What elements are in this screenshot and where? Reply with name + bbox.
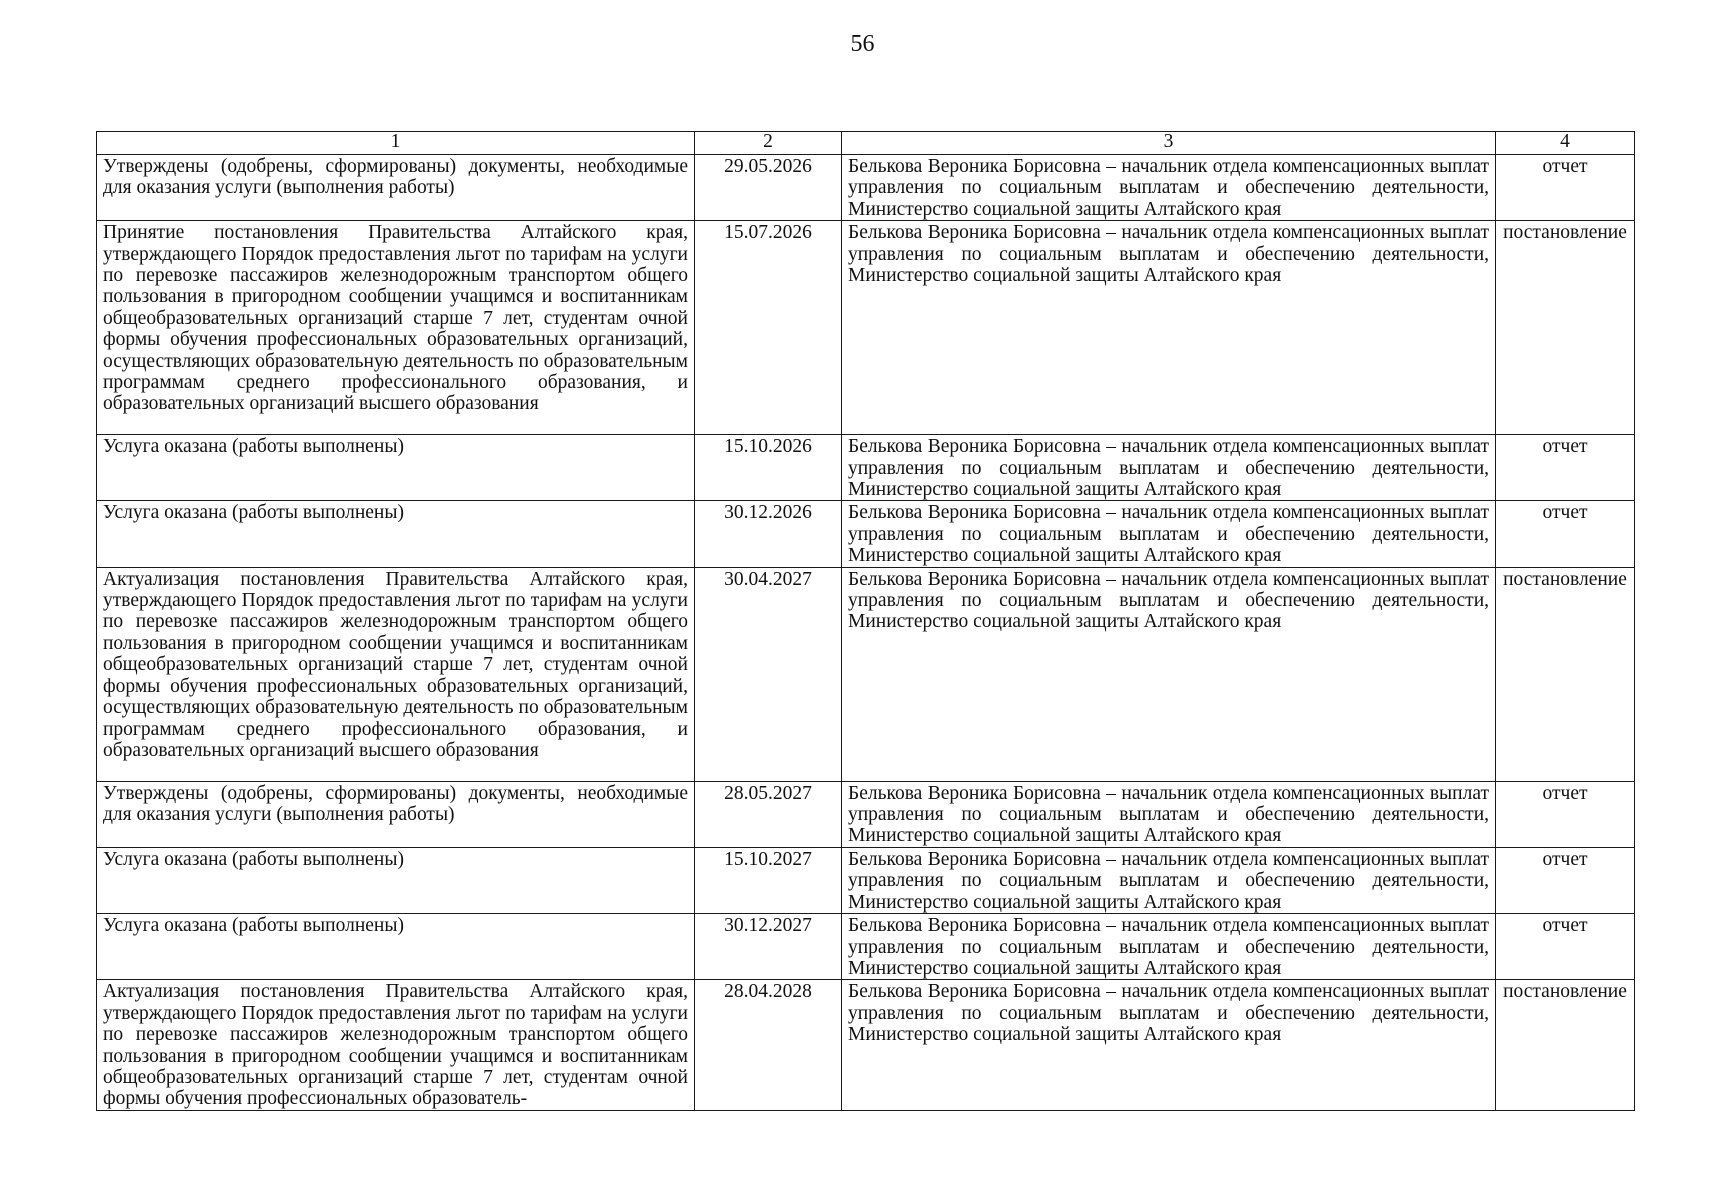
column-header-3: 3: [842, 132, 1496, 155]
table-row: [97, 980, 1635, 1110]
event-cell: Услуга оказана (работы выполнены): [97, 914, 695, 980]
table-row: [97, 914, 1635, 980]
responsible-cell: Белькова Вероника Борисовна – начальник отдела компенсационных выплат управления по социальным выплатам и обеспечению деятельности, Министерство социальной защиты Алтайского края: [842, 847, 1496, 913]
result-cell: отчет: [1496, 781, 1635, 847]
event-cell: Утверждены (одобрены, сформированы) документы, необходимые для оказания услуги (выполнения работы): [97, 155, 695, 221]
event-cell: Услуга оказана (работы выполнены): [97, 501, 695, 567]
event-cell: Актуализация постановления Правительства Алтайского края, утверждающего Порядок предоставления льгот по тарифам на услуги по перевозке пассажиров железнодорожным транспортом общего пользования в пригородном сообщении учащимся и воспитанникам общеобразовательных организаций старше 7 лет, студентам очной формы обучения профессиональных образователь-: [97, 980, 695, 1110]
responsible-cell: Белькова Вероника Борисовна – начальник отдела компенсационных выплат управления по социальным выплатам и обеспечению деятельности, Министерство социальной защиты Алтайского края: [842, 501, 1496, 567]
event-cell: Утверждены (одобрены, сформированы) документы, необходимые для оказания услуги (выполнения работы): [97, 781, 695, 847]
column-header-4: 4: [1496, 132, 1635, 155]
date-cell: 28.04.2028: [695, 980, 842, 1110]
result-cell: отчет: [1496, 435, 1635, 501]
responsible-cell: Белькова Вероника Борисовна – начальник отдела компенсационных выплат управления по социальным выплатам и обеспечению деятельности, Министерство социальной защиты Алтайского края: [842, 435, 1496, 501]
result-cell: постановление: [1496, 980, 1635, 1110]
event-cell: Услуга оказана (работы выполнены): [97, 847, 695, 913]
responsible-cell: Белькова Вероника Борисовна – начальник отдела компенсационных выплат управления по социальным выплатам и обеспечению деятельности, Министерство социальной защиты Алтайского края: [842, 914, 1496, 980]
result-cell: постановление: [1496, 221, 1635, 435]
event-cell: Актуализация постановления Правительства Алтайского края, утверждающего Порядок предоставления льгот по тарифам на услуги по перевозке пассажиров железнодорожным транспортом общего пользования в пригородном сообщении учащимся и воспитанникам общеобразовательных организаций старше 7 лет, студентам очной формы обучения профессиональных образовательных организаций, осуществляющих образовательную деятельность по образовательным программам среднего профессионального образования, и образовательных организаций высшего образования: [97, 567, 695, 781]
date-cell: 30.12.2026: [695, 501, 842, 567]
result-cell: постановление: [1496, 567, 1635, 781]
event-cell: Услуга оказана (работы выполнены): [97, 435, 695, 501]
result-cell: отчет: [1496, 847, 1635, 913]
date-cell: 15.10.2026: [695, 435, 842, 501]
event-cell: Принятие постановления Правительства Алтайского края, утверждающего Порядок предоставления льгот по тарифам на услуги по перевозке пассажиров железнодорожным транспортом общего пользования в пригородном сообщении учащимся и воспитанникам общеобразовательных организаций старше 7 лет, студентам очной формы обучения профессиональных образовательных организаций, осуществляющих образовательную деятельность по образовательным программам среднего профессионального образования, и образовательных организаций высшего образования: [97, 221, 695, 435]
table-row: [97, 781, 1635, 847]
date-cell: 30.04.2027: [695, 567, 842, 781]
result-cell: отчет: [1496, 155, 1635, 221]
page-number: 56: [850, 31, 875, 57]
responsible-cell: Белькова Вероника Борисовна – начальник отдела компенсационных выплат управления по социальным выплатам и обеспечению деятельности, Министерство социальной защиты Алтайского края: [842, 155, 1496, 221]
responsible-cell: Белькова Вероника Борисовна – начальник отдела компенсационных выплат управления по социальным выплатам и обеспечению деятельности, Министерство социальной защиты Алтайского края: [842, 980, 1496, 1110]
table-row: [97, 847, 1635, 913]
column-header-2: 2: [695, 132, 842, 155]
schedule-table: [96, 131, 1635, 1111]
date-cell: 29.05.2026: [695, 155, 842, 221]
result-cell: отчет: [1496, 914, 1635, 980]
date-cell: 15.10.2027: [695, 847, 842, 913]
date-cell: 15.07.2026: [695, 221, 842, 435]
table-row: [97, 567, 1635, 781]
table-row: [97, 501, 1635, 567]
table-row: [97, 435, 1635, 501]
result-cell: отчет: [1496, 501, 1635, 567]
responsible-cell: Белькова Вероника Борисовна – начальник отдела компенсационных выплат управления по социальным выплатам и обеспечению деятельности, Министерство социальной защиты Алтайского края: [842, 567, 1496, 781]
date-cell: 28.05.2027: [695, 781, 842, 847]
date-cell: 30.12.2027: [695, 914, 842, 980]
responsible-cell: Белькова Вероника Борисовна – начальник отдела компенсационных выплат управления по социальным выплатам и обеспечению деятельности, Министерство социальной защиты Алтайского края: [842, 781, 1496, 847]
column-header-1: 1: [97, 132, 695, 155]
table-header-row: [97, 132, 1635, 155]
table-row: [97, 221, 1635, 435]
responsible-cell: Белькова Вероника Борисовна – начальник отдела компенсационных выплат управления по социальным выплатам и обеспечению деятельности, Министерство социальной защиты Алтайского края: [842, 221, 1496, 435]
table-row: [97, 155, 1635, 221]
